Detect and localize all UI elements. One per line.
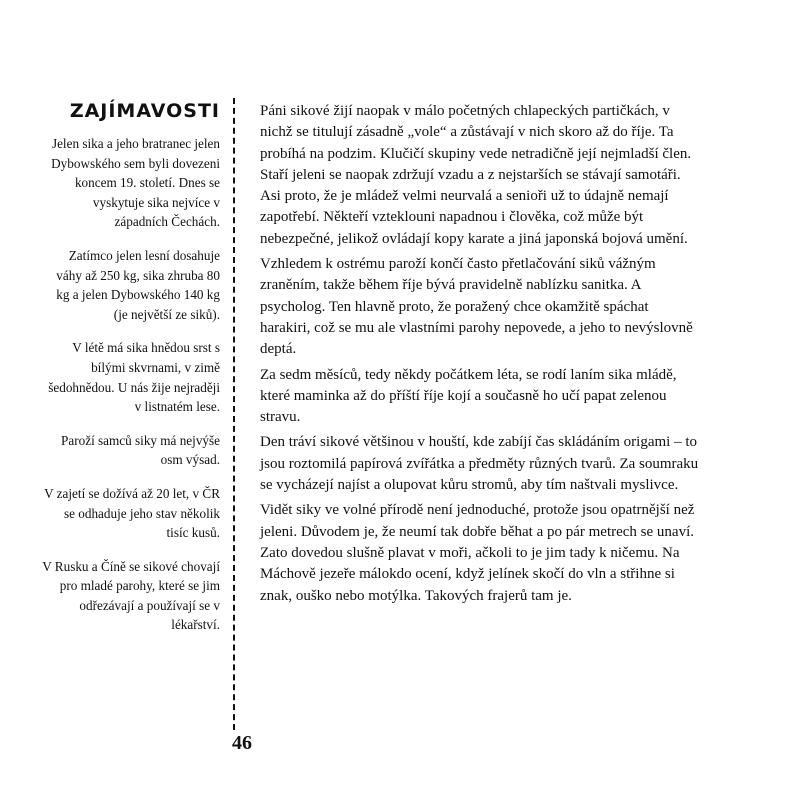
sidebar-fact: V létě má sika hnědou srst s bílými skvrnami, v zimě šedohnědou. U nás žije nejraději v listnatém lese. xyxy=(48,340,220,415)
body-paragraph: Páni sikové žijí naopak v málo početných chlapeckých partičkách, v nichž se titulují zásadně „vole“ a zůstávají v nich skoro až do říje. Ta probíhá na podzim. Klučičí skupiny vede netradičně její nejmladší člen. Staří jeleni se naopak zdržují vzadu a z nejstarších se stávají samotáři. Asi proto, že je mládež velmi neurvalá a senioři už to údajně nemají zapotřebí. Někteří vzteklouni napadnou i člověka, což může být nebezpečné, jelikož ovládají kopy karate a jiná japonská bojová umění. xyxy=(260,103,692,247)
sidebar-fact: Paroží samců siky má nejvýše osm výsad. xyxy=(61,432,220,468)
main-text xyxy=(260,101,700,611)
sidebar-fact: Jelen sika a jeho bratranec jelen Dybowského sem byli dovezeni koncem 19. století. Dnes se vyskytuje sika nejvíce v západních Čechách. xyxy=(51,136,220,230)
dashed-divider xyxy=(233,98,235,730)
body-paragraph: Vidět siky ve volné přírodě není jednoduché, protože jsou opatrnější než jeleni. Důvodem je, že neumí tak dobře běhat a po pár metrech se unaví. Zato dovedou slušně plavat v moři, ačkoli to je jim tady k ničemu. Na Máchově jezeře málokdo ocení, když jelínek skočí do vln a střihne si znak, ouško nebo motýlka. Takových frajerů tam je. xyxy=(260,502,695,604)
sidebar-facts xyxy=(40,100,220,649)
sidebar-fact: V zajetí se dožívá až 20 let, v ČR se odhaduje jeho stav několik tisíc kusů. xyxy=(44,485,220,541)
sidebar-fact: V Rusku a Číně se sikové chovají pro mladé parohy, které se jim odřezávají a používají se v lékařství. xyxy=(42,558,220,633)
body-paragraph: Za sedm měsíců, tedy někdy počátkem léta, se rodí laním sika mládě, které maminka až do příští říje kojí a současně ho učí papat zelenou stravu. xyxy=(260,366,677,426)
page-number: 46 xyxy=(232,732,252,754)
body-paragraph: Vzhledem k ostrému paroží končí často přetlačování siků vážným zraněním, takže během říje bývá pravidelně nablízku sanitka. A psycholog. Ten hlavně proto, že poražený chce okamžitě spáchat harakiri, což se mu ale vlastními parohy nepovede, a jeho to nevýslovně deptá. xyxy=(260,256,693,358)
sidebar-title: ZAJÍMAVOSTI xyxy=(69,100,220,122)
sidebar-fact: Zatímco jelen lesní dosahuje váhy až 250 kg, sika zhruba 80 kg a jelen Dybowského 140 kg (je největší ze siků). xyxy=(56,247,220,322)
body-paragraph: Den tráví sikové většinou v houští, kde zabíjí čas skládáním origami – to jsou roztomilá papírová zvířátka a předměty různých tvarů. Za soumraku se vycházejí najíst a olupovat kůru stromů, aby tím naštvali myslivce. xyxy=(260,434,699,494)
